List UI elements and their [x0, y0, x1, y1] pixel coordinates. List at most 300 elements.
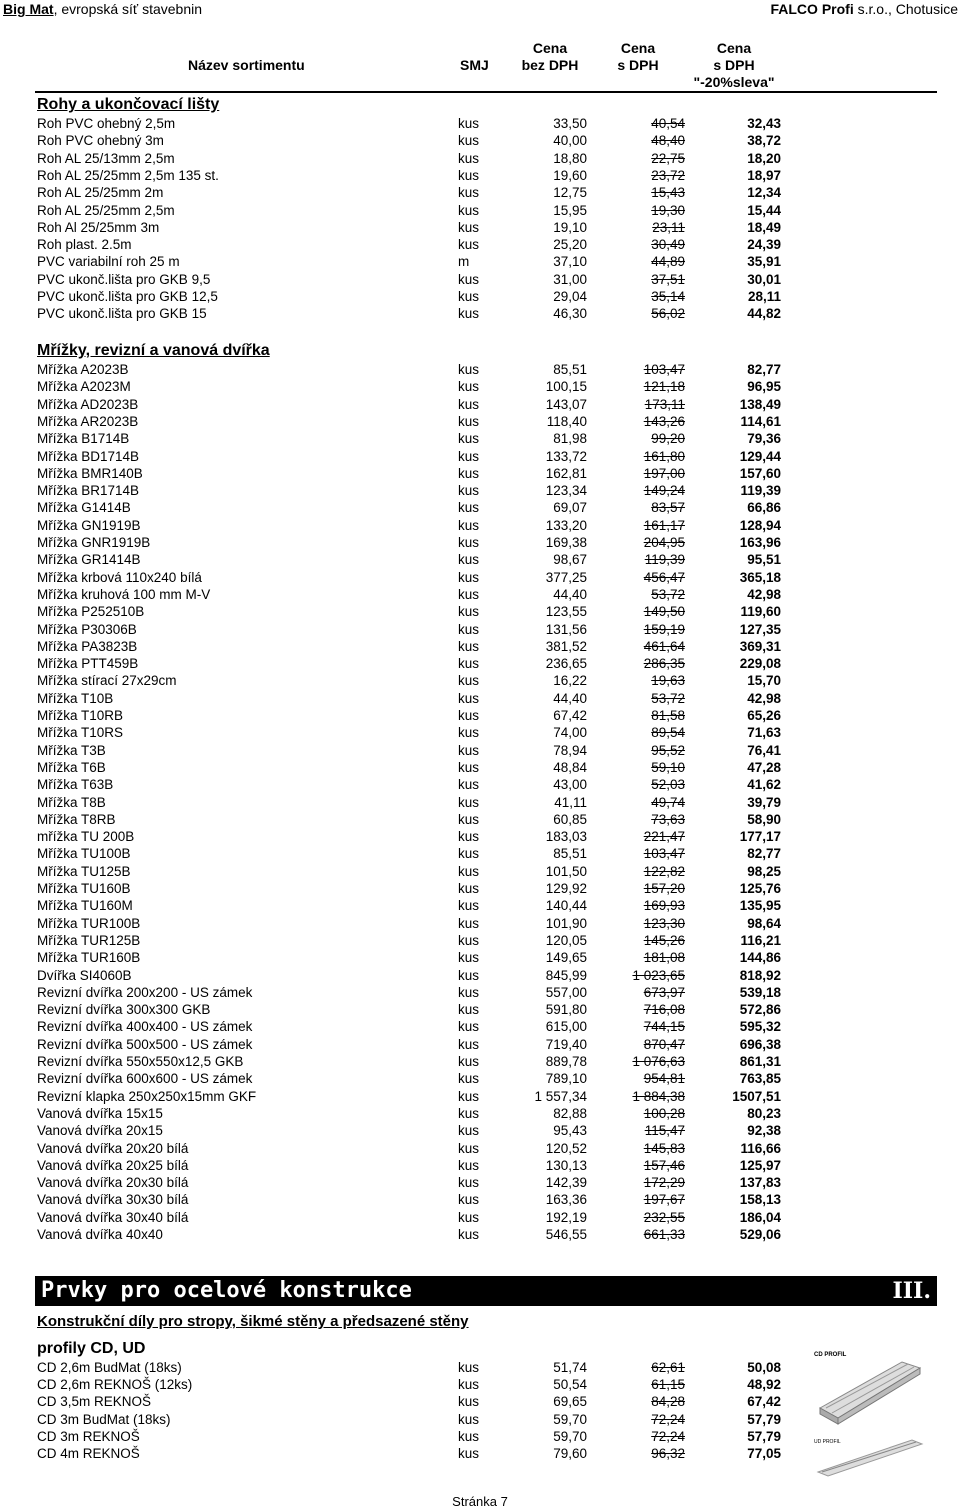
- price-discounted: 48,92: [747, 1377, 781, 1393]
- price-vat: 103,47: [643, 846, 685, 862]
- table-row: [0, 482, 960, 499]
- price-vat: 56,02: [651, 306, 685, 322]
- unit: kus: [458, 133, 480, 149]
- product-name: Mřížka BD1714B: [37, 448, 140, 464]
- price-discounted: 18,97: [747, 167, 781, 183]
- product-name: Mřížka T6B: [37, 759, 106, 775]
- price-net: 33,50: [553, 116, 587, 131]
- price-vat: 157,46: [643, 1157, 685, 1173]
- price-vat: 44,89: [651, 254, 685, 270]
- price-discounted: 137,83: [739, 1175, 781, 1191]
- price-discounted: 365,18: [739, 569, 781, 585]
- price-discounted: 119,39: [740, 483, 781, 499]
- header-brand: Big Mat: [3, 1, 54, 17]
- table-row: [0, 361, 960, 378]
- table-row: [0, 499, 960, 516]
- product-name: Roh plast. 2.5m: [37, 237, 132, 253]
- price-discounted: 92,38: [747, 1123, 781, 1139]
- price-net: 557,00: [545, 984, 587, 1000]
- table-row: [0, 863, 960, 880]
- price-vat: 149,24: [643, 483, 685, 499]
- table-row: [0, 794, 960, 811]
- price-discounted: 35,91: [747, 254, 781, 270]
- price-discounted: 42,98: [747, 586, 781, 602]
- header-company: FALCO Profi: [770, 1, 854, 17]
- product-name: Mřížka AR2023B: [37, 413, 139, 429]
- price-net: 143,07: [545, 396, 587, 412]
- unit: kus: [458, 1209, 480, 1225]
- price-net: 82,88: [553, 1105, 587, 1121]
- price-net: 129,92: [545, 881, 587, 896]
- price-vat: 99,20: [651, 431, 685, 447]
- price-discounted: 12,34: [747, 185, 781, 201]
- col-price-net-l2: bez DPH: [521, 57, 579, 73]
- price-net: 59,70: [553, 1428, 587, 1444]
- product-name: Mřížka T8RB: [37, 811, 116, 827]
- product-name: Roh AL 25/25mm 2,5m 135 st.: [37, 167, 219, 183]
- price-vat: 61,15: [651, 1377, 685, 1393]
- product-name: Revizní klapka 250x250x15mm GKF: [37, 1088, 257, 1104]
- product-name: Mřížka A2023M: [37, 379, 131, 395]
- product-name: Vanová dvířka 30x40 bílá: [37, 1209, 189, 1225]
- price-discounted: 144,86: [739, 950, 781, 966]
- unit: kus: [458, 448, 480, 464]
- product-name: Roh PVC ohebný 2,5m: [37, 116, 176, 131]
- price-discounted: 163,96: [739, 535, 781, 550]
- unit: kus: [458, 984, 480, 1000]
- header-right: [770, 1, 958, 17]
- price-net: 889,78: [545, 1054, 587, 1069]
- price-vat: 35,14: [651, 289, 685, 304]
- table-row: [0, 1140, 960, 1157]
- ud-profile-image: [812, 1436, 932, 1478]
- table-row: [0, 1001, 960, 1018]
- price-vat: 870,47: [643, 1036, 685, 1052]
- price-discounted: 157,60: [739, 465, 781, 481]
- unit: kus: [458, 898, 480, 914]
- price-vat: 123,30: [643, 915, 685, 931]
- cd-image-label: CD PROFIL: [814, 1352, 847, 1358]
- col-price-net: [510, 40, 590, 74]
- section-band: [35, 1276, 937, 1306]
- price-vat: 119,39: [644, 552, 685, 568]
- price-vat: 103,47: [643, 362, 685, 377]
- table-row: [0, 967, 960, 984]
- unit: kus: [458, 552, 480, 568]
- unit: kus: [458, 431, 480, 447]
- price-vat: 149,50: [643, 604, 685, 620]
- unit: kus: [458, 1019, 480, 1035]
- product-name: Roh AL 25/25mm 2,5m: [37, 202, 175, 218]
- price-discounted: 128,94: [739, 517, 781, 533]
- unit: kus: [458, 621, 480, 637]
- price-net: 16,22: [553, 673, 587, 689]
- price-vat: 121,18: [643, 379, 685, 395]
- price-discounted: 539,18: [739, 984, 781, 1000]
- unit: kus: [458, 673, 480, 689]
- table-row: [0, 621, 960, 638]
- price-net: 133,72: [545, 448, 587, 464]
- price-net: 25,20: [553, 237, 587, 253]
- product-name: CD 2,6m REKNOŠ (12ks): [37, 1377, 193, 1393]
- unit: kus: [458, 1175, 480, 1191]
- price-net: 43,00: [553, 777, 587, 793]
- price-discounted: 96,95: [747, 379, 781, 395]
- price-vat: 157,20: [643, 881, 685, 896]
- header-left: [3, 1, 202, 17]
- unit: kus: [458, 1227, 480, 1242]
- table-row: [0, 1070, 960, 1087]
- price-vat: 1 884,38: [632, 1088, 685, 1104]
- price-vat: 145,26: [643, 932, 685, 948]
- table-row: [0, 1088, 960, 1105]
- price-net: 591,80: [545, 1002, 587, 1018]
- product-name: Mřížka T10RB: [37, 708, 124, 723]
- price-vat: 95,52: [651, 742, 685, 758]
- product-name: Revizní dvířka 200x200 - US zámek: [37, 984, 253, 1000]
- table-row: [0, 672, 960, 689]
- price-net: 118,40: [546, 413, 587, 429]
- price-vat: 15,43: [651, 185, 685, 201]
- table-row: [0, 1036, 960, 1053]
- unit: kus: [458, 483, 480, 499]
- table-row: [0, 271, 960, 288]
- price-net: 37,10: [553, 254, 587, 270]
- product-name: Mřížka PA3823B: [37, 638, 138, 654]
- col-price-discount-l1: Cena: [716, 40, 752, 56]
- price-net: 236,65: [545, 656, 587, 672]
- header-rule: [35, 91, 937, 93]
- unit: kus: [458, 725, 480, 741]
- price-discounted: 28,11: [747, 289, 781, 304]
- price-vat: 1 076,63: [632, 1054, 685, 1069]
- price-vat: 62,61: [651, 1360, 685, 1375]
- unit: kus: [458, 1088, 480, 1104]
- product-name: CD 3,5m REKNOŠ: [37, 1394, 152, 1410]
- product-name: Vanová dvířka 30x30 bílá: [37, 1192, 189, 1208]
- unit: kus: [458, 150, 480, 166]
- price-net: 130,13: [545, 1157, 587, 1173]
- price-vat: 89,54: [651, 725, 685, 741]
- price-net: 51,74: [553, 1360, 587, 1375]
- price-net: 69,65: [553, 1394, 587, 1410]
- product-name: Dvířka SI4060B: [37, 967, 132, 983]
- price-net: 69,07: [553, 500, 587, 516]
- unit: kus: [458, 1002, 480, 1018]
- section-title: Mřížky, revizní a vanová dvířka: [37, 342, 270, 359]
- table-row: [0, 1122, 960, 1139]
- table-row: [0, 759, 960, 776]
- price-net: 44,40: [553, 586, 587, 602]
- table-row: [0, 1226, 960, 1243]
- price-discounted: 861,31: [739, 1054, 781, 1069]
- table-row: [0, 465, 960, 482]
- price-discounted: 66,86: [747, 500, 781, 516]
- unit: kus: [458, 950, 480, 966]
- product-name: Mřížka TUR125B: [37, 932, 141, 948]
- unit: kus: [458, 1428, 480, 1444]
- table-row: [0, 534, 960, 551]
- product-name: Mřížka stírací 27x29cm: [37, 673, 177, 689]
- table-row: [0, 690, 960, 707]
- price-vat: 37,51: [651, 271, 685, 287]
- unit: kus: [458, 1054, 480, 1069]
- price-net: 546,55: [545, 1227, 587, 1242]
- col-price-vat: [598, 40, 678, 74]
- product-name: Mřížka T63B: [37, 777, 114, 793]
- price-discounted: 229,08: [739, 656, 781, 672]
- product-name: CD 3m REKNOŠ: [37, 1428, 140, 1444]
- price-vat: 53,72: [651, 690, 685, 706]
- price-net: 48,84: [553, 759, 587, 775]
- product-name: PVC ukonč.lišta pro GKB 9,5: [37, 271, 211, 287]
- product-name: Revizní dvířka 400x400 - US zámek: [37, 1019, 253, 1035]
- price-discounted: 32,43: [747, 116, 781, 131]
- product-name: Mřížka BR1714B: [37, 483, 140, 499]
- col-price-net-l1: Cena: [532, 40, 568, 56]
- table-row: [0, 638, 960, 655]
- price-net: 162,81: [545, 465, 587, 481]
- price-discounted: 129,44: [739, 448, 781, 464]
- product-name: Mřížka T10RS: [37, 725, 124, 741]
- price-net: 101,50: [545, 863, 587, 879]
- unit: kus: [458, 829, 480, 845]
- price-discounted: 138,49: [739, 396, 781, 412]
- product-name: Mřížka kruhová 100 mm M-V: [37, 586, 211, 602]
- unit: kus: [458, 116, 480, 131]
- price-discounted: 763,85: [739, 1071, 781, 1087]
- product-name: Vanová dvířka 40x40: [37, 1227, 163, 1242]
- table-row: [0, 288, 960, 305]
- table-row: [0, 880, 960, 897]
- price-discounted: 47,28: [747, 759, 781, 775]
- table-row: [0, 132, 960, 149]
- unit: kus: [458, 1157, 480, 1173]
- price-vat: 53,72: [651, 586, 685, 602]
- price-net: 98,67: [553, 552, 587, 568]
- group-title: profily CD, UD: [37, 1340, 146, 1357]
- product-name: Mřížka T3B: [37, 742, 106, 758]
- product-name: Mřížka AD2023B: [37, 396, 139, 412]
- price-discounted: 572,86: [739, 1002, 781, 1018]
- price-vat: 221,47: [643, 829, 685, 845]
- price-discounted: 135,95: [739, 898, 781, 914]
- price-net: 163,36: [545, 1192, 587, 1208]
- price-discounted: 818,92: [739, 967, 781, 983]
- price-vat: 169,93: [643, 898, 685, 914]
- price-net: 12,75: [553, 185, 587, 201]
- product-name: Mřížka TU160M: [37, 898, 133, 914]
- price-net: 123,55: [545, 604, 587, 620]
- product-name: Revizní dvířka 300x300 GKB: [37, 1002, 211, 1018]
- price-vat: 204,95: [643, 535, 685, 550]
- unit: kus: [458, 306, 480, 322]
- unit: kus: [458, 967, 480, 983]
- price-net: 19,60: [553, 167, 587, 183]
- price-discounted: 67,42: [747, 1394, 781, 1410]
- product-name: Mřížka TU125B: [37, 863, 131, 879]
- price-vat: 23,11: [652, 219, 685, 235]
- product-name: Roh AL 25/13mm 2,5m: [37, 150, 175, 166]
- unit: kus: [458, 1140, 480, 1156]
- price-vat: 744,15: [643, 1019, 685, 1035]
- unit: kus: [458, 569, 480, 585]
- unit: kus: [458, 219, 480, 235]
- price-vat: 100,28: [643, 1105, 685, 1121]
- table-row: [0, 448, 960, 465]
- price-discounted: 58,90: [747, 811, 781, 827]
- table-row: [0, 932, 960, 949]
- price-discounted: 82,77: [747, 846, 781, 862]
- price-net: 169,38: [545, 535, 587, 550]
- price-discounted: 116,66: [740, 1140, 781, 1156]
- unit: kus: [458, 1036, 480, 1052]
- price-net: 615,00: [545, 1019, 587, 1035]
- price-net: 1 557,34: [534, 1088, 587, 1104]
- price-net: 50,54: [553, 1377, 587, 1393]
- price-discounted: 15,44: [747, 202, 781, 218]
- price-vat: 115,47: [644, 1123, 685, 1139]
- product-name: Revizní dvířka 550x550x12,5 GKB: [37, 1054, 244, 1069]
- price-net: 95,43: [553, 1123, 587, 1139]
- page-header: [0, 0, 960, 20]
- unit: m: [458, 254, 470, 270]
- price-discounted: 125,76: [739, 881, 781, 896]
- price-vat: 954,81: [643, 1071, 685, 1087]
- price-net: 67,42: [553, 708, 587, 723]
- price-vat: 197,67: [643, 1192, 685, 1208]
- price-vat: 145,83: [643, 1140, 685, 1156]
- unit: kus: [458, 777, 480, 793]
- table-row: [0, 236, 960, 253]
- price-net: 18,80: [553, 150, 587, 166]
- price-discounted: 158,13: [739, 1192, 781, 1208]
- price-discounted: 98,64: [747, 915, 781, 931]
- unit: kus: [458, 202, 480, 218]
- price-vat: 122,82: [643, 863, 685, 879]
- table-row: [0, 184, 960, 201]
- price-vat: 30,49: [651, 237, 685, 253]
- product-name: Vanová dvířka 20x30 bílá: [37, 1175, 189, 1191]
- unit: kus: [458, 1123, 480, 1139]
- product-name: Mřížka TU160B: [37, 881, 131, 896]
- price-discounted: 595,32: [739, 1019, 781, 1035]
- unit: kus: [458, 811, 480, 827]
- price-net: 59,70: [553, 1411, 587, 1427]
- table-row: [0, 1053, 960, 1070]
- unit: kus: [458, 1446, 480, 1461]
- product-name: Mřížka A2023B: [37, 362, 129, 377]
- price-vat: 19,30: [651, 202, 685, 218]
- price-net: 40,00: [553, 133, 587, 149]
- price-discounted: 15,70: [747, 673, 781, 689]
- table-row: [0, 811, 960, 828]
- price-vat: 40,54: [651, 116, 685, 131]
- price-net: 140,44: [545, 898, 587, 914]
- price-net: 719,40: [545, 1036, 587, 1052]
- price-vat: 661,33: [643, 1227, 685, 1242]
- table-row: [0, 167, 960, 184]
- unit: kus: [458, 604, 480, 620]
- price-discounted: 696,38: [739, 1036, 781, 1052]
- table-row: [0, 430, 960, 447]
- unit: kus: [458, 396, 480, 412]
- table-row: [0, 776, 960, 793]
- price-vat: 72,24: [651, 1411, 685, 1427]
- unit: kus: [458, 638, 480, 654]
- price-net: 19,10: [553, 219, 587, 235]
- price-net: 192,19: [545, 1209, 587, 1225]
- table-row: [0, 396, 960, 413]
- product-name: Mřížka P252510B: [37, 604, 145, 620]
- price-vat: 161,17: [643, 517, 685, 533]
- unit: kus: [458, 1360, 480, 1375]
- product-name: Mřížka G1414B: [37, 500, 131, 516]
- unit: kus: [458, 915, 480, 931]
- price-net: 101,90: [545, 915, 587, 931]
- unit: kus: [458, 656, 480, 672]
- unit: kus: [458, 742, 480, 758]
- price-discounted: 57,79: [747, 1428, 781, 1444]
- price-vat: 673,97: [643, 984, 685, 1000]
- price-net: 377,25: [545, 569, 587, 585]
- table-row: [0, 707, 960, 724]
- price-net: 100,15: [545, 379, 587, 395]
- unit: kus: [458, 237, 480, 253]
- price-vat: 59,10: [651, 759, 685, 775]
- price-vat: 181,08: [643, 950, 685, 966]
- product-name: Roh Al 25/25mm 3m: [37, 219, 160, 235]
- product-name: Mřížka T8B: [37, 794, 106, 810]
- price-discounted: 44,82: [747, 306, 781, 322]
- price-discounted: 18,49: [747, 219, 781, 235]
- table-row: [0, 845, 960, 862]
- price-discounted: 80,23: [747, 1105, 781, 1121]
- price-vat: 73,63: [651, 811, 685, 827]
- price-discounted: 529,06: [739, 1227, 781, 1242]
- unit: kus: [458, 932, 480, 948]
- unit: kus: [458, 517, 480, 533]
- price-vat: 159,19: [643, 621, 685, 637]
- table-row: [0, 569, 960, 586]
- unit: kus: [458, 271, 480, 287]
- col-name: Název sortimentu: [188, 57, 305, 73]
- unit: kus: [458, 846, 480, 862]
- col-price-vat-l1: Cena: [620, 40, 656, 56]
- price-discounted: 50,08: [747, 1360, 781, 1375]
- price-net: 120,52: [545, 1140, 587, 1156]
- unit: kus: [458, 413, 480, 429]
- unit: kus: [458, 1071, 480, 1087]
- product-name: Mřížka B1714B: [37, 431, 130, 447]
- table-row: [0, 1157, 960, 1174]
- unit: kus: [458, 185, 480, 201]
- unit: kus: [458, 708, 480, 723]
- band-title: Prvky pro ocelové konstrukce: [41, 1278, 412, 1303]
- unit: kus: [458, 379, 480, 395]
- price-vat: 716,08: [643, 1002, 685, 1018]
- unit: kus: [458, 690, 480, 706]
- product-name: Mřížka GR1414B: [37, 552, 141, 568]
- table-row: [0, 655, 960, 672]
- table-row: [0, 742, 960, 759]
- price-net: 133,20: [545, 517, 587, 533]
- unit: kus: [458, 465, 480, 481]
- product-name: Mřížka GN1919B: [37, 517, 141, 533]
- price-discounted: 57,79: [747, 1411, 781, 1427]
- price-vat: 143,26: [643, 413, 685, 429]
- price-discounted: 77,05: [747, 1446, 781, 1461]
